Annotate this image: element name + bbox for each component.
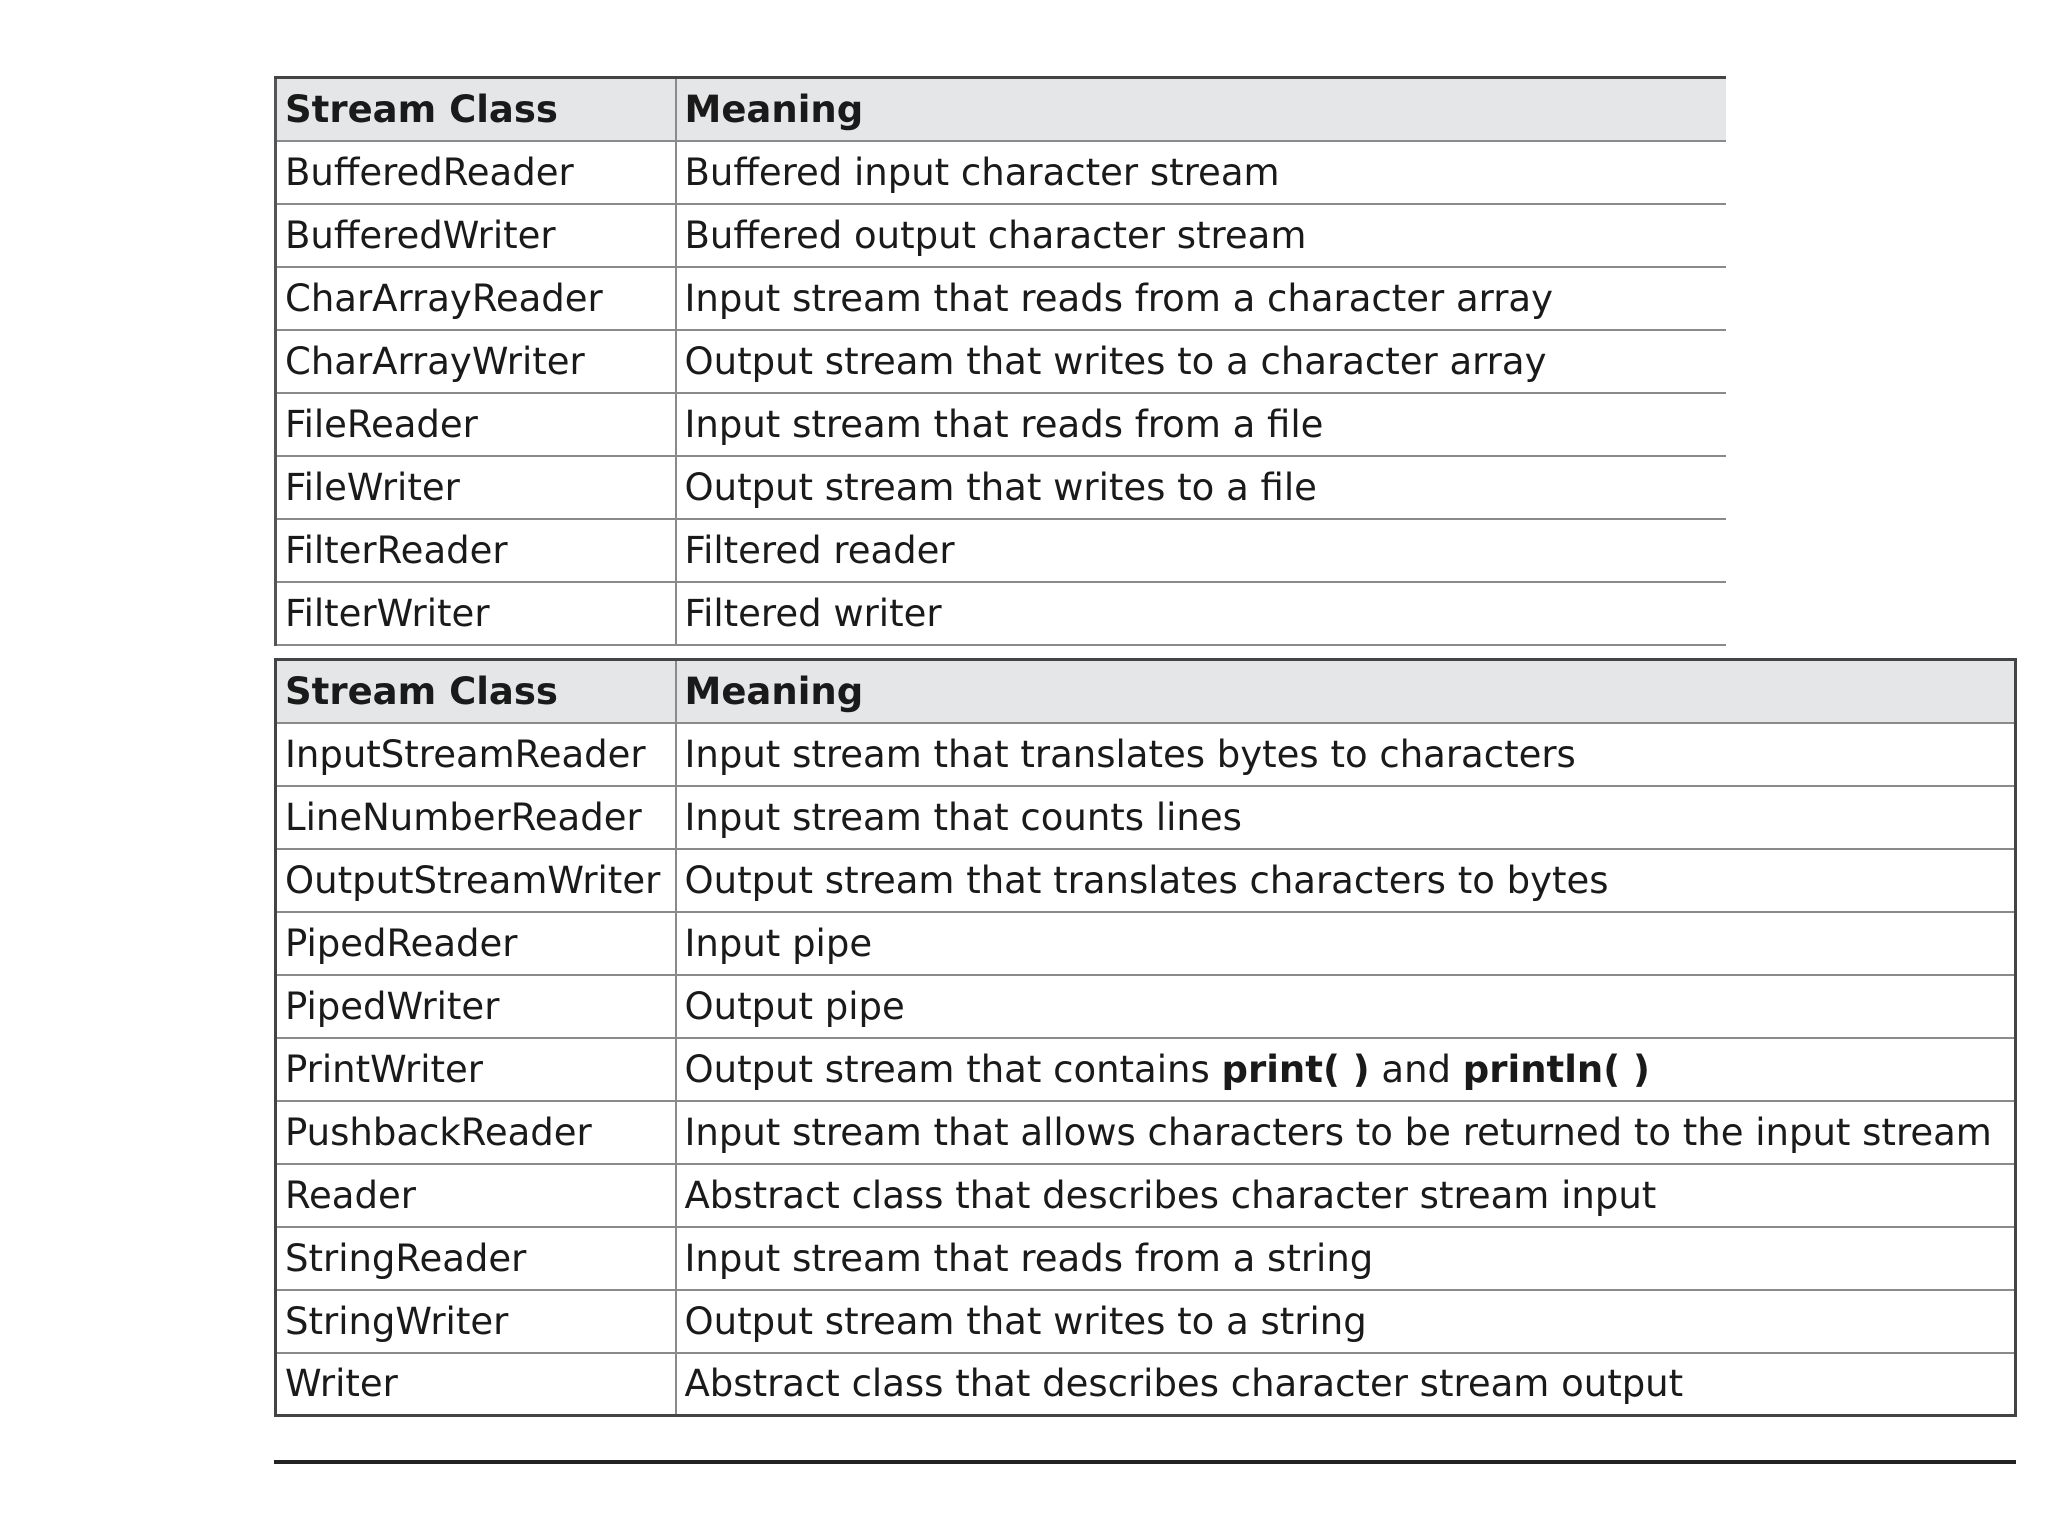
table-row (276, 519, 1726, 582)
meaning-cell: Output stream that writes to a file (676, 456, 1726, 519)
table-row (276, 1353, 2016, 1416)
stream-class-cell: BufferedWriter (276, 204, 676, 267)
stream-class-table-2 (274, 658, 2017, 1417)
stream-class-cell: FileReader (276, 393, 676, 456)
meaning-cell: Input stream that reads from a file (676, 393, 1726, 456)
stream-class-cell: FilterWriter (276, 582, 676, 645)
meaning-cell: Input stream that counts lines (676, 786, 2016, 849)
column-header-meaning: Meaning (676, 660, 2016, 723)
print-method-name: print( ) (1221, 1047, 1370, 1091)
meaning-cell: Output stream that writes to a string (676, 1290, 2016, 1353)
table-row (276, 330, 1726, 393)
stream-class-cell: Writer (276, 1353, 676, 1416)
table-row (276, 393, 1726, 456)
stream-class-cell: StringReader (276, 1227, 676, 1290)
table-row (276, 1227, 2016, 1290)
meaning-cell: Input stream that translates bytes to characters (676, 723, 2016, 786)
meaning-cell: Buffered input character stream (676, 141, 1726, 204)
table-row (276, 849, 2016, 912)
meaning-cell: Filtered reader (676, 519, 1726, 582)
meaning-cell: Input stream that reads from a string (676, 1227, 2016, 1290)
table-row (276, 267, 1726, 330)
table-row (276, 141, 1726, 204)
table-row (276, 582, 1726, 645)
stream-class-cell: FilterReader (276, 519, 676, 582)
table-row (276, 1038, 2016, 1101)
stream-class-cell: PipedWriter (276, 975, 676, 1038)
stream-class-cell: Reader (276, 1164, 676, 1227)
stream-class-cell: LineNumberReader (276, 786, 676, 849)
meaning-cell: Output stream that writes to a character array (676, 330, 1726, 393)
table-row (276, 723, 2016, 786)
meaning-cell: Output stream that translates characters to bytes (676, 849, 2016, 912)
stream-class-cell: PushbackReader (276, 1101, 676, 1164)
column-header-stream-class: Stream Class (276, 78, 676, 141)
table-row (276, 456, 1726, 519)
table-row (276, 1290, 2016, 1353)
meaning-cell: Output pipe (676, 975, 2016, 1038)
stream-class-cell: StringWriter (276, 1290, 676, 1353)
meaning-text: Output stream that contains (684, 1047, 1222, 1091)
stream-class-cell: PrintWriter (276, 1038, 676, 1101)
table-header-row (276, 660, 2016, 723)
meaning-cell: Input stream that allows characters to be returned to the input stream (676, 1101, 2016, 1164)
meaning-cell: Input pipe (676, 912, 2016, 975)
stream-class-cell: InputStreamReader (276, 723, 676, 786)
table-header-row (276, 78, 1726, 141)
table-row (276, 975, 2016, 1038)
meaning-cell: Abstract class that describes character stream output (676, 1353, 2016, 1416)
meaning-cell: Input stream that reads from a character array (676, 267, 1726, 330)
stream-class-cell: CharArrayReader (276, 267, 676, 330)
table-row (276, 204, 1726, 267)
meaning-cell: Filtered writer (676, 582, 1726, 645)
meaning-cell: Abstract class that describes character stream input (676, 1164, 2016, 1227)
table-row (276, 786, 2016, 849)
stream-class-cell: PipedReader (276, 912, 676, 975)
table-row (276, 1164, 2016, 1227)
meaning-cell: Buffered output character stream (676, 204, 1726, 267)
column-header-meaning: Meaning (676, 78, 1726, 141)
stream-class-cell: FileWriter (276, 456, 676, 519)
table-row (276, 1101, 2016, 1164)
stream-class-cell: CharArrayWriter (276, 330, 676, 393)
stream-class-cell: OutputStreamWriter (276, 849, 676, 912)
println-method-name: println( ) (1462, 1047, 1650, 1091)
bottom-rule-divider (274, 1460, 2016, 1464)
stream-class-table-1 (274, 76, 1726, 646)
stream-class-cell: BufferedReader (276, 141, 676, 204)
column-header-stream-class: Stream Class (276, 660, 676, 723)
table-row (276, 912, 2016, 975)
meaning-cell (676, 1038, 2016, 1101)
meaning-text: and (1369, 1047, 1463, 1091)
